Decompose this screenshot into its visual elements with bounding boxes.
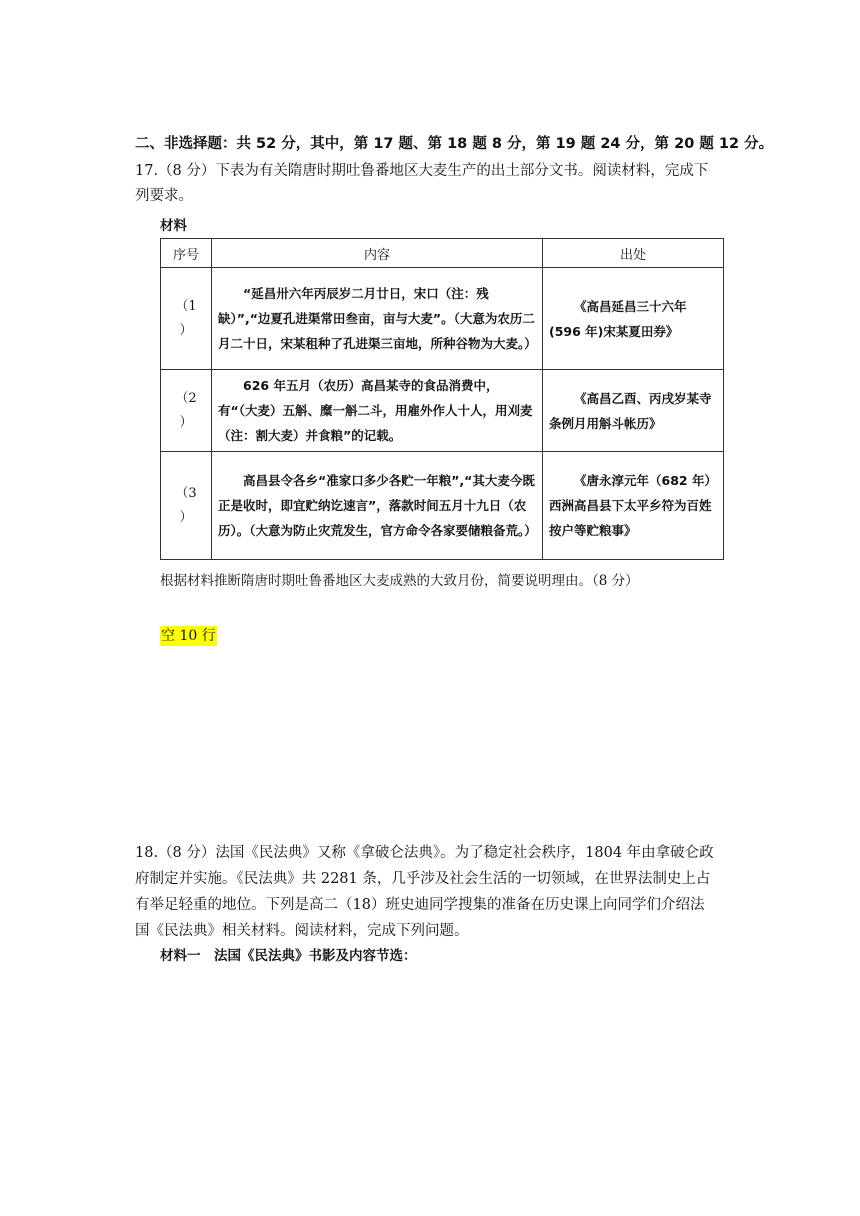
row-content: 高昌县令各乡“准家口多少各贮一年粮”,“其大麦今既正是收时，即宜贮纳讫速言”，落款时间五月十九日（农历）。（大意为防止灾荒发生，官方命令各家要储粮备荒。） [212,452,543,560]
table-row [161,452,724,560]
row-source: 《高昌乙酉、丙戌岁某寺条例月用斛斗帐历》 [543,370,724,452]
row-number: （2 ） [161,370,212,452]
col-header-source: 出处 [543,239,724,268]
row-source: 《唐永淳元年（682 年）西洲高昌县下太平乡符为百姓按户等贮粮事》 [543,452,724,560]
row-source: 《高昌延昌三十六年(596 年)宋某夏田券》 [543,268,724,370]
question-17-stem-cont: 列要求。 [135,188,193,204]
question-17-stem: 17.（8 分）下表为有关隋唐时期吐鲁番地区大麦生产的出土部分文书。阅读材料，完成下 [135,163,709,179]
row-number: （1 ） [161,268,212,370]
question-18-stem: 18.（8 分）法国《民法典》又称《拿破仑法典》。为了稳定社会秩序，1804 年由拿破仑政 [135,845,714,861]
question-18-stem-cont: 府制定并实施。《民法典》共 2281 条，几乎涉及社会生活的一切领域，在世界法制史上占 [135,871,711,887]
question-18-stem-cont: 国《民法典》相关材料。阅读材料，完成下列问题。 [135,923,469,939]
table-header-row [161,239,724,268]
row-number: （3 ） [161,452,212,560]
table-row [161,370,724,452]
col-header-number: 序号 [161,239,212,268]
question-18-stem-cont: 有举足轻重的地位。下列是高二（18）班史迪同学搜集的准备在历史课上向同学们介绍法 [135,897,705,913]
question-17-prompt: 根据材料推断隋唐时期吐鲁番地区大麦成熟的大致月份，简要说明理由。（8 分） [160,573,639,589]
row-content: “延昌卅六年丙辰岁二月廿日，宋口（注：残缺）”,“边夏孔进渠常田叁亩，亩与大麦”。（大意为农历二月二十日，宋某租种了孔进渠三亩地，所种谷物为大麦。） [212,268,543,370]
row-content: 626 年五月（农历）高昌某寺的食品消费中，有“（大麦）五斛、糜一斛二斗，用雇外作人十人，用刈麦（注：割大麦）并食粮”的记载。 [212,370,543,452]
material-label: 材料 [160,218,187,234]
table-row [161,268,724,370]
material-1-heading: 材料一 法国《民法典》书影及内容节选： [160,948,417,964]
blank-lines-note: 空 10 行 [161,628,216,644]
material-table [160,238,724,560]
section-heading: 二、非选择题：共 52 分，其中，第 17 题、第 18 题 8 分，第 19 题 24 分，第 20 题 12 分。 [135,136,774,152]
col-header-content: 内容 [212,239,543,268]
